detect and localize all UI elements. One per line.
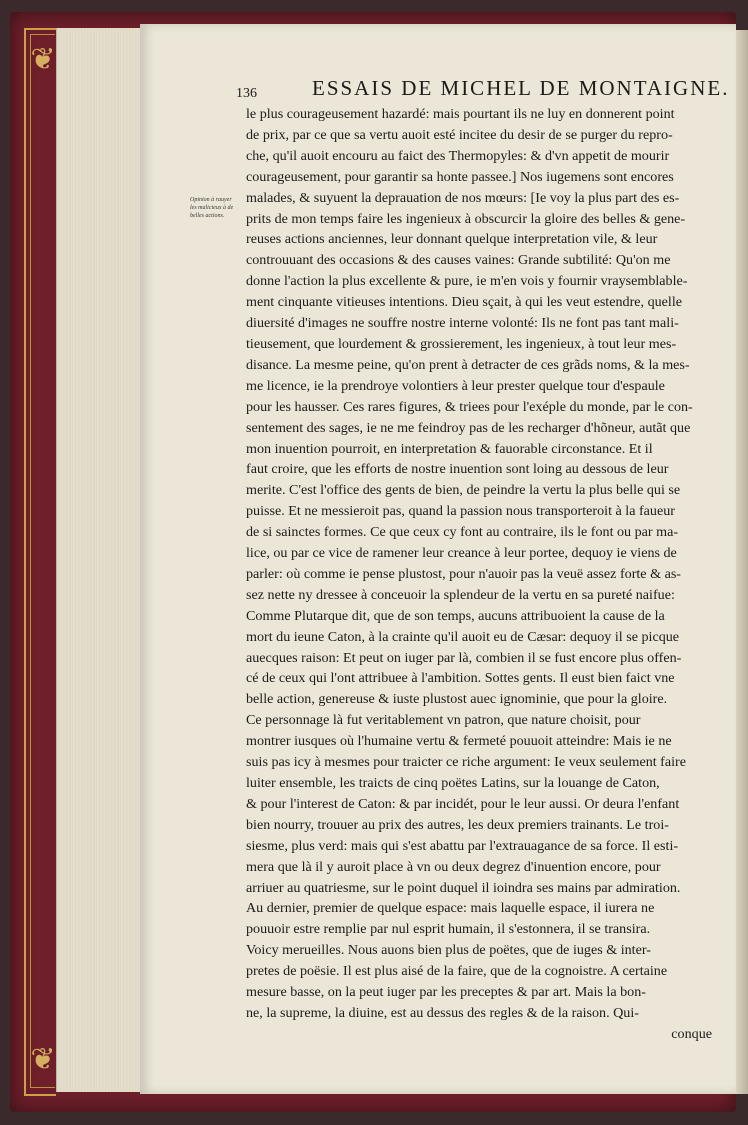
text-line: & pour l'interest de Caton: & par incidét, pour le leur aussi. Or deura l'enfant [246,795,680,812]
text-line: mort du ieune Caton, à la crainte qu'il auoit eu de Cæsar: dequoy il se picque [246,628,680,645]
text-line: pouuoir estre remplie par nul esprit humain, il s'estonnera, il se transira. [246,921,651,938]
text-line: de si sainctes formes. Ce que ceux cy font au contraire, ils le font ou par ma- [246,524,679,541]
text-line: Ce personnage là fut veritablement vn patron, que nature choisit, pour [246,712,641,729]
text-line: mesure basse, on la peut iuger par les preceptes & par art. Mais la bon- [246,984,646,1001]
text-line: donne l'action la plus excellente & pure, ie m'en vois y fournir vraysemblable- [246,273,688,290]
text-line: tieusement, que lourdement & grossierement, les ingenieux, à tout leur mes- [246,335,677,352]
text-line: mera que là il y auroit place à vn ou deux degrez d'inuention encore, pour [246,858,661,875]
text-line: ment cinquante vitieuses intentions. Dieu sçait, à qui les veut estendre, quelle [246,294,683,311]
page-edges [56,28,143,1092]
gilt-border-inner [30,34,55,1088]
text-line: mon inuention pourroit, en interpretation & fauorable circonstance. Et il [246,440,653,457]
margin-note [190,196,248,220]
text-line: de prix, par ce que sa vertu auoit esté incitee du desir de se purger du repro- [246,126,673,143]
text-line: le plus courageusement hazardé: mais pourtant ils ne luy en donnerent point [246,106,675,122]
running-head: ESSAIS DE MICHEL DE MONTAIGNE. [312,76,730,100]
text-line: disance. La mesme peine, qu'on prent à detracter de ces grãds noms, & la mes- [246,356,690,373]
margin-note-line: les malicieux à de [190,205,234,211]
page-number: 136 [236,86,257,101]
text-line: diuersité d'images ne souffre nostre interne volonté: Ils ne font pas tant mali- [246,315,679,332]
text-line: sez nette ny dressee à conceuoir la splendeur de la vertu en sa pureté naifue: [246,586,675,603]
text-line: Au dernier, premier de quelque espace: mais laquelle espace, il iurera ne [246,900,655,917]
text-line: courageusement, pour garantir sa honte passee.] Nos iugemens sont encores [246,168,674,185]
fleuron-ornament-icon: ❦ [30,43,56,76]
text-line: faut croire, que les efforts de nostre inuention sont loing au dessous de leur [246,461,669,478]
text-line: che, qu'il auoit encouru au faict des Thermopyles: & d'vn appetit de mourir [246,147,670,164]
text-line: me licence, ie la prendroye volontiers à leur prester quelque tour d'espaule [246,377,665,394]
margin-note-line: Opinion à rauyer [190,197,232,203]
fleuron-ornament-icon: ❦ [30,1043,56,1076]
text-line: suis pas icy à mesmes pour traicter ce riche argument: Ie veux seulement faire [246,754,686,771]
text-line: montrer iusques où l'humaine vertu & fermeté pouuoit atteindre: Mais ie ne [246,733,672,750]
body-text [246,104,712,1045]
text-line: auecques raison: Et peut on iuger par là, combien il se fust encore plus offen- [246,649,682,666]
text-line: pretes de poësie. Il est plus aisé de la faire, que de la cognoistre. A certaine [246,963,668,980]
text-line: luiter ensemble, les traicts de cinq poëtes Latins, sur la louange de Caton, [246,775,660,791]
right-page-edge [736,30,748,1094]
text-line: controuuant des occasions & des causes vaines: Grande subtilité: Qu'on me [246,252,671,269]
text-line: bien nourry, trouuer au prix des autres, les deux premiers trainants. Le troi- [246,816,669,833]
text-line: parler: où comme ie pense plustost, pour n'auoir pas la veuë assez forte & as- [246,565,681,582]
text-line: Voicy merueilles. Nous auons bien plus de poëtes, que de iuges & inter- [246,942,651,959]
text-line: pour les hausser. Ces rares figures, & triees pour l'exéple du monde, par le con- [246,398,693,415]
text-line: malades, & suyuent la deprauation de nos mœurs: [Ie voy la plus part des es- [246,189,680,206]
text-line: merite. C'est l'office des gents de bien, de peindre la vertu la plus belle qui se [246,482,681,499]
text-line: sentement des sages, ie ne me feindroy pas de les recharger d'hõneur, autãt que [246,419,691,436]
margin-note-line: belles actions. [190,213,225,219]
text-line: belle action, genereuse & iuste plustost auec ignominie, que pour la gloire. [246,691,668,708]
text-line: ne, la supreme, la diuine, est au dessus des regles & de la raison. Qui- [246,1004,639,1021]
text-line: cé de ceux qui l'ont attribuee à l'ambition. Sottes gents. Il eust bien faict vne [246,670,675,687]
text-line: reuses actions anciennes, leur donnant quelque interpretation vile, & leur [246,231,658,248]
text-line: prits de mon temps faire les ingenieux à obscurcir la gloire des belles & gene- [246,210,686,227]
text-line: Comme Plutarque dit, que de son temps, aucuns attribuoient la cause de la [246,607,665,624]
text-line: lice, ou par ce vice de ramener leur creance à leur portee, dequoy ie viens de [246,545,677,562]
text-line: puisse. Et ne messieroit pas, quand la passion nous transporteroit à la faueur [246,503,675,520]
page-header [236,76,730,106]
catchword: conque [671,1025,712,1042]
text-line: siesme, plus verd: mais qui s'est abattu par l'extrauagance de sa force. Il esti- [246,837,679,854]
text-line: arriuer au quatriesme, sur le point duquel il ioindra ses mains par admiration. [246,879,681,896]
